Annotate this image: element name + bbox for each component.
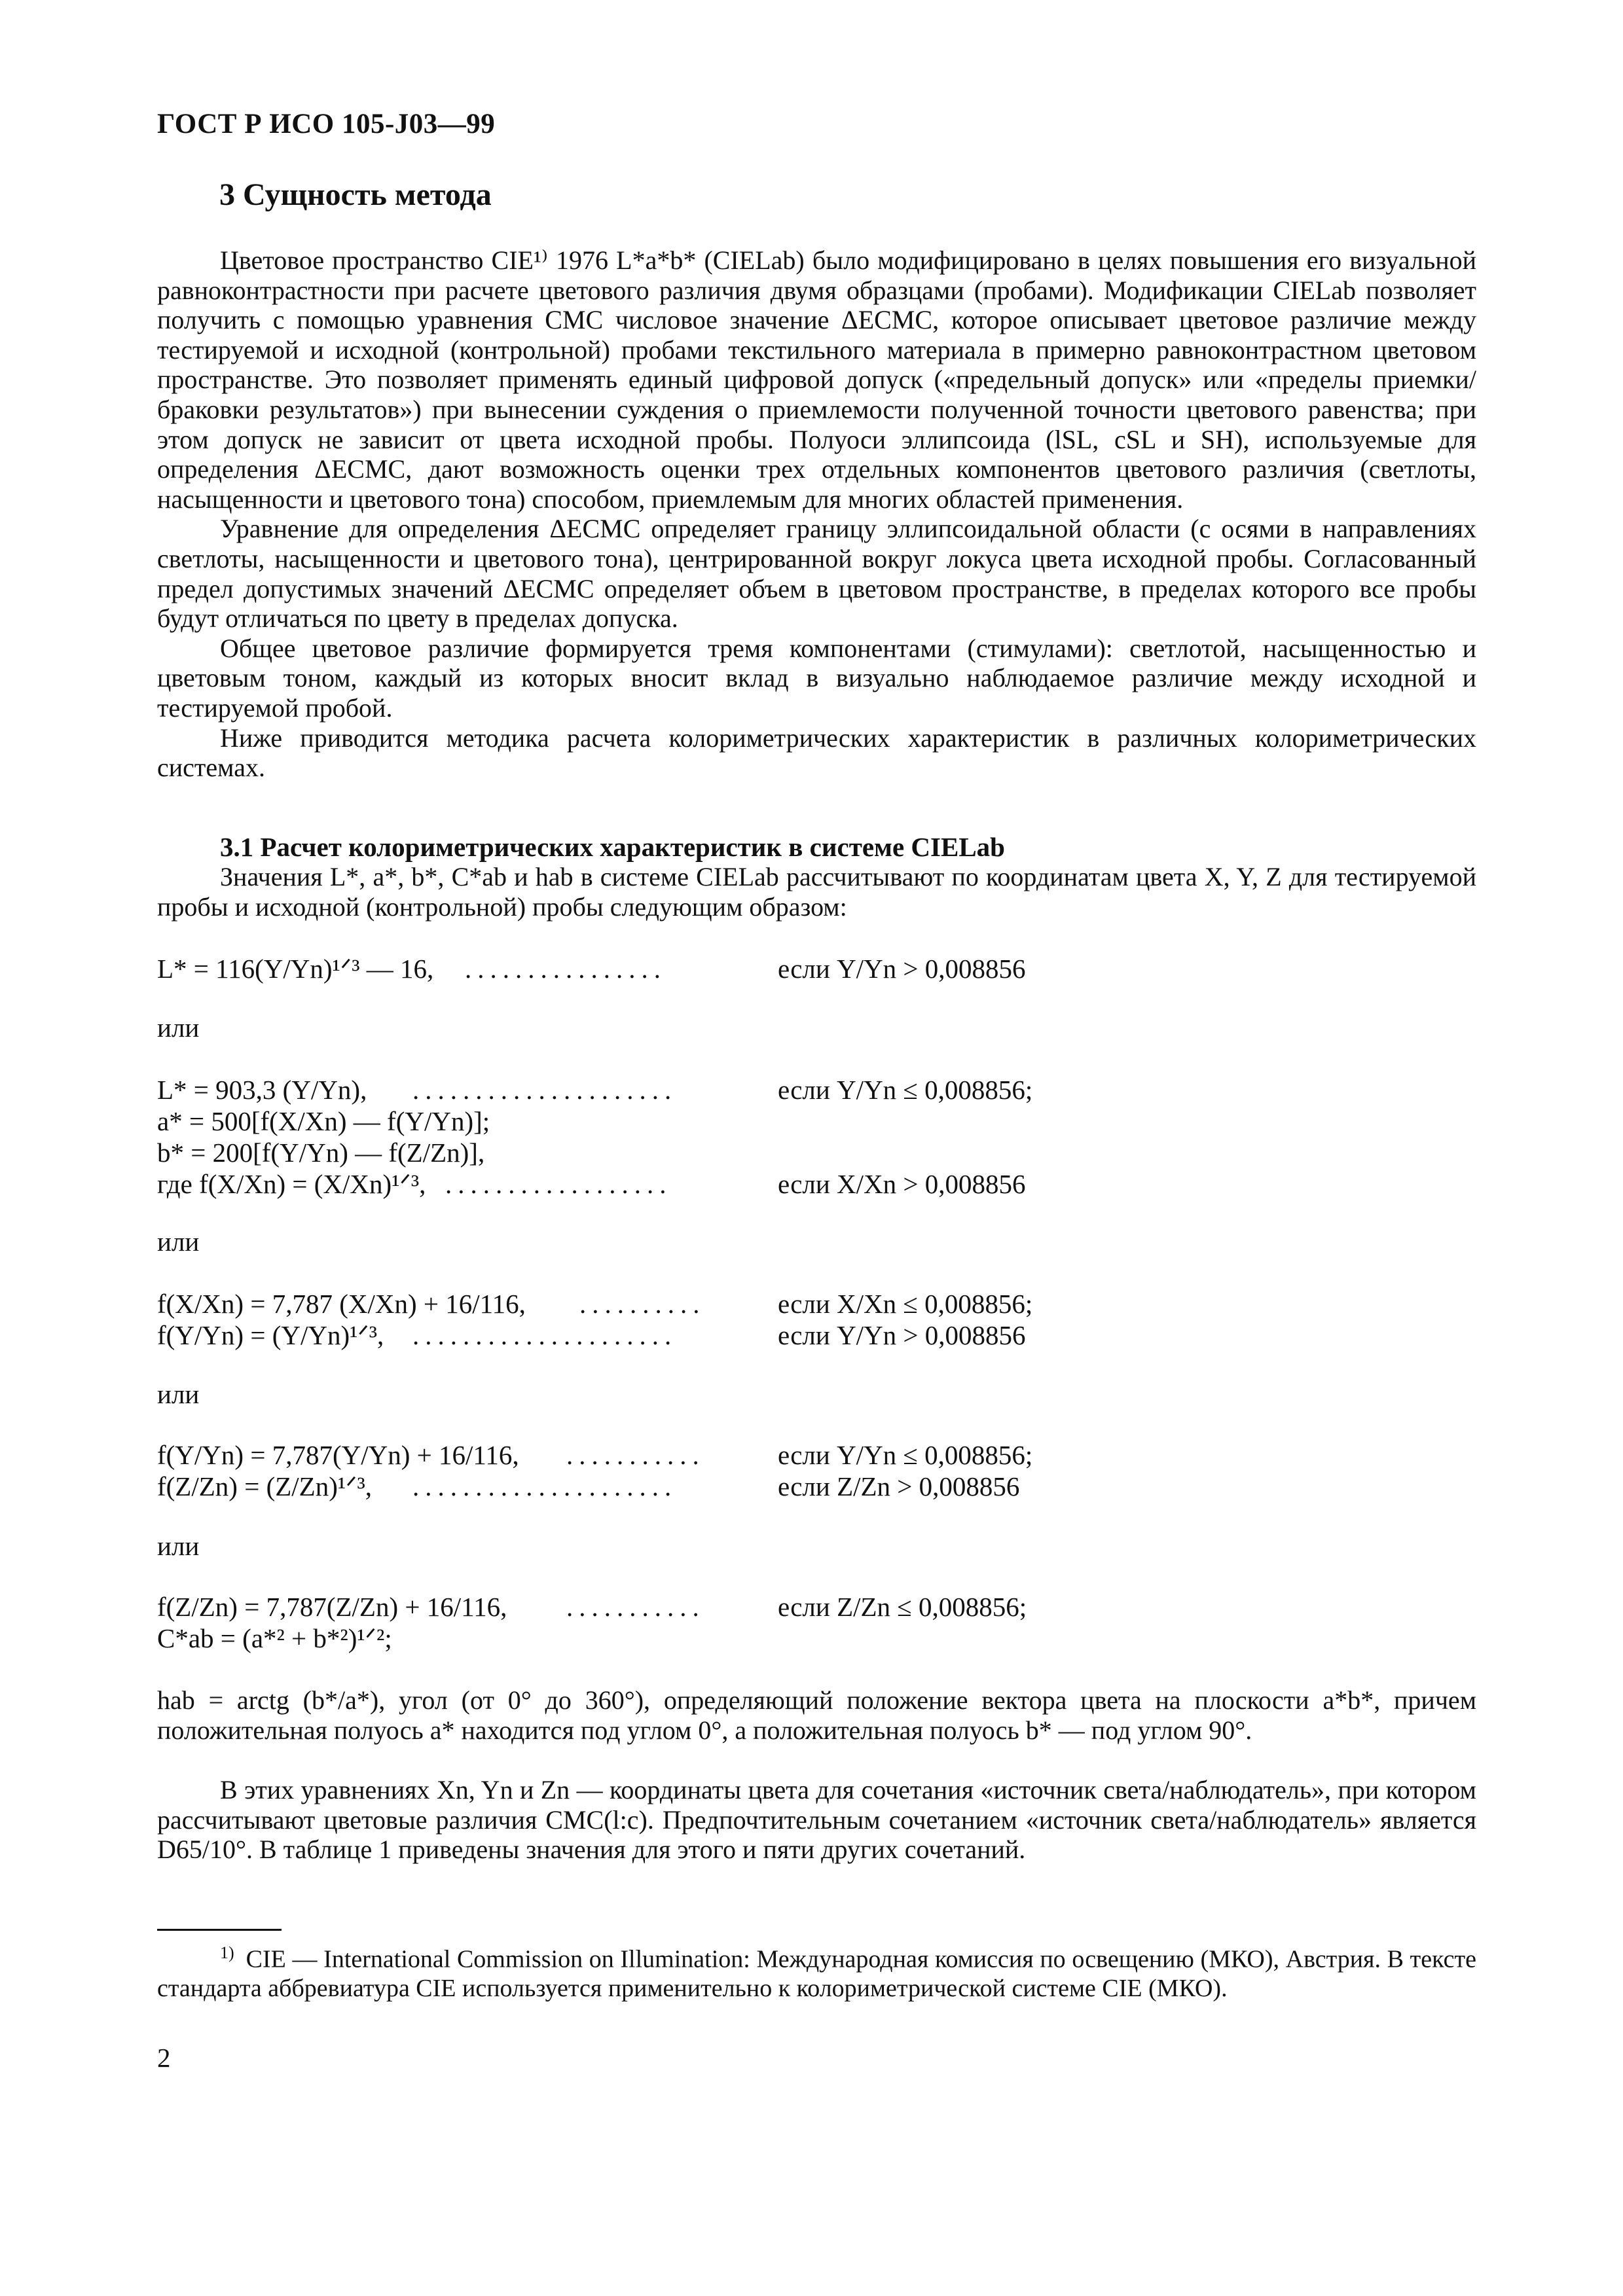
formula-f-y-linear: [157, 1439, 1476, 1471]
or-separator: или: [157, 1531, 200, 1561]
formula-condition: если Y/Yn > 0,008856: [778, 954, 1026, 984]
section-title: 3 Сущность метода: [219, 177, 492, 212]
formula-lhs: f(Y/Yn) = (Y/Yn)¹ᐟ³,: [157, 1320, 384, 1350]
footnote-text: CIE — International Commission on Illumination: Международная комиссия по освещению (МКО), Австрия. В тексте стандарта аббревиатура CIE используется применительно к колориметрической системе CIE (МКО).: [157, 1945, 1476, 2003]
subsection-title: 3.1 Расчет колориметрических характеристик в системе CIELab: [220, 832, 1005, 862]
formula-lhs: a* = 500[f(X/Xn) — f(Y/Yn)];: [157, 1106, 490, 1136]
subsection-intro-block: [157, 862, 1476, 922]
footnote-divider: [157, 1929, 282, 1931]
formula-f-x-linear: [157, 1287, 1476, 1320]
leader-dots: ..........: [579, 1289, 706, 1319]
formula-lhs: f(Z/Zn) = 7,787(Z/Zn) + 16/116,: [157, 1592, 507, 1622]
formula-condition: если Y/Yn ≤ 0,008856;: [778, 1440, 1033, 1470]
or-separator: или: [157, 1013, 200, 1043]
formula-f-z-cubic: [157, 1470, 1476, 1503]
page-number: 2: [157, 2043, 171, 2073]
hue-angle-paragraph: hab = arctg (b*/a*), угол (от 0° до 360°), определяющий положение вектора цвета на плоскости a*b*, причем положительная полуось a* находится под углом 0°, а положительная полуось b* — под углом 90°.: [157, 1685, 1476, 1745]
formula-condition: если Y/Yn ≤ 0,008856;: [778, 1075, 1033, 1105]
formula-lhs: L* = 903,3 (Y/Yn),: [157, 1075, 367, 1105]
formula-lhs: f(Y/Yn) = 7,787(Y/Yn) + 16/116,: [157, 1440, 519, 1470]
leader-dots: ..................: [445, 1169, 672, 1199]
formula-lhs: f(Z/Zn) = (Z/Zn)¹ᐟ³,: [157, 1471, 373, 1501]
formula-condition: если X/Xn > 0,008856: [778, 1169, 1026, 1199]
leader-dots: .....................: [412, 1320, 678, 1350]
paragraph-3: Общее цветовое различие формируется тремя компонентами (стимулами): светлотой, насыщенностью и цветовым тоном, каждый из которых вносит вклад в визуально наблюдаемое различие между исходной и тестируемой пробой.: [157, 633, 1476, 723]
formula-condition: если Z/Zn > 0,008856: [778, 1471, 1020, 1501]
paragraph-4: Ниже приводится методика расчета колориметрических характеристик в различных колориметрических системах.: [157, 723, 1476, 783]
formula-f-y-cubic: [157, 1319, 1476, 1352]
standard-header: ГОСТ Р ИСО 105-J03—99: [157, 109, 496, 139]
closing-paragraph: В этих уравнениях Xn, Yn и Zn — координаты цвета для сочетания «источник света/наблюдатель», при котором рассчитывают цветовые различия CMC(l:c). Предпочтительным сочетанием «источник света/наблюдатель» является D65/10°. В таблице 1 приведены значения для этого и пяти других сочетаний.: [157, 1775, 1476, 1865]
paragraph-1: Цветовое пространство CIE¹⁾ 1976 L*a*b* (CIELab) было модифицировано в целях повышения его визуальной равноконтрастности при расчете цветового различия двумя образцами (пробами). Модификации CIELab позволяет получить с помощью уравнения CMC числовое значение ΔECMC, которое описывает цветовое различие между тестируемой и исходной (контрольной) пробами текстильного материала в примерно равноконтрастном цветовом пространстве. Это позволяет применять единый цифровой допуск («предельный допуск» или «пределы приемки/браковки результатов») при вынесении суждения о приемлемости полученной точности цветового равенства; при этом допуск не зависит от цвета исходной пробы. Полуоси эллипсоида (lSL, cSL и SH), используемые для определения ΔECMC, дают возможность оценки трех отдельных компонентов цветового различия (светлоты, насыщенности и цветового тона) способом, приемлемым для многих областей применения.: [157, 245, 1476, 514]
formula-b-star: [157, 1136, 1476, 1169]
leader-dots: .....................: [412, 1471, 678, 1501]
formula-lhs: где f(X/Xn) = (X/Xn)¹ᐟ³,: [157, 1169, 426, 1199]
closing-block: [157, 1775, 1476, 1865]
leader-dots: .....................: [412, 1075, 678, 1105]
formula-lhs: C*ab = (a*² + b*²)¹ᐟ²;: [157, 1623, 392, 1653]
leader-dots: ...........: [566, 1592, 705, 1622]
formula-lhs: f(X/Xn) = 7,787 (X/Xn) + 16/116,: [157, 1289, 526, 1319]
formula-lhs: b* = 200[f(Y/Yn) — f(Z/Zn)],: [157, 1138, 485, 1168]
footnote-marker: 1): [220, 1943, 234, 1962]
or-separator: или: [157, 1379, 200, 1409]
formula-f-x-cubic: [157, 1168, 1476, 1200]
intro-text-block: [157, 245, 1476, 783]
formula-l-star-cubic: [157, 952, 1476, 985]
subsection-intro: Значения L*, a*, b*, C*ab и hab в системе CIELab рассчитывают по координатам цвета X, Y, Z для тестируемой пробы и исходной (контрольной) пробы следующим образом:: [157, 862, 1476, 922]
formula-condition: если X/Xn ≤ 0,008856;: [778, 1289, 1033, 1319]
formula-condition: если Y/Yn > 0,008856: [778, 1320, 1026, 1350]
or-separator: или: [157, 1227, 200, 1257]
leader-dots: ...........: [566, 1440, 705, 1470]
formula-chroma: [157, 1622, 1476, 1655]
formula-f-z-linear: [157, 1590, 1476, 1623]
hue-angle-block: [157, 1685, 1476, 1745]
paragraph-2: Уравнение для определения ΔECMC определяет границу эллипсоидальной области (с осями в направлениях светлоты, насыщенности и цветового тона), центрированной вокруг локуса цвета исходной пробы. Согласованный предел допустимых значений ΔECMC определяет объем в цветовом пространстве, в пределах которого все пробы будут отличаться по цвету в пределах допуска.: [157, 514, 1476, 634]
formula-condition: если Z/Zn ≤ 0,008856;: [778, 1592, 1027, 1622]
leader-dots: ................: [465, 954, 666, 984]
formula-a-star: [157, 1105, 1476, 1138]
formula-l-star-linear: [157, 1073, 1476, 1106]
footnote: [157, 1939, 1476, 2003]
formula-lhs: L* = 116(Y/Yn)¹ᐟ³ — 16,: [157, 954, 434, 984]
